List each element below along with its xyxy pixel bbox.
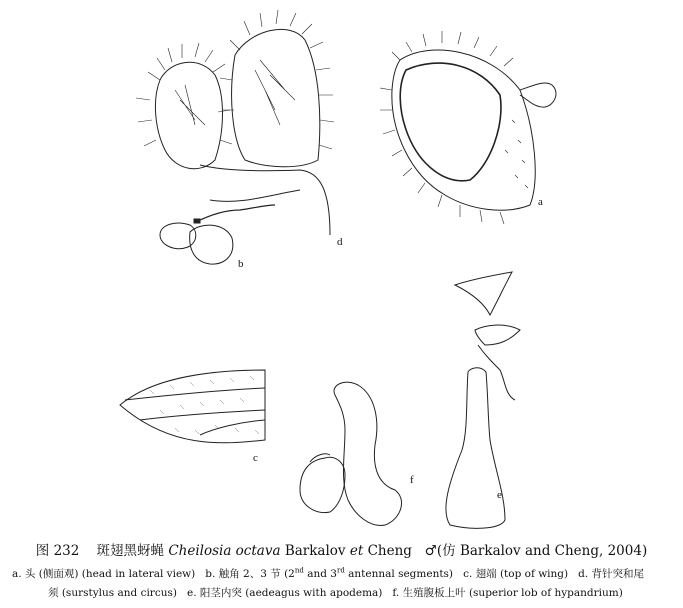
legend-c: c. 翅端 (top of wing) xyxy=(463,568,569,580)
authority-et: et xyxy=(349,543,364,559)
drawing-c-wing-tip xyxy=(120,370,265,443)
male-symbol: ♂ xyxy=(424,543,437,559)
legend-e: e. 阳茎内突 (aedeagus with apodema) xyxy=(186,587,383,599)
legend-b: b. 触角 2、3 节 (2nd and 3rd antennal segments) xyxy=(205,566,454,580)
scientific-name: Cheilosia octava xyxy=(168,543,281,559)
legend-d-line2: 须 (surstylus and circus) xyxy=(48,587,177,599)
chinese-species-name: 斑翅黑蚜蝇 xyxy=(96,543,165,559)
panel-label-f: f xyxy=(410,474,414,486)
figure-caption-title xyxy=(0,539,683,559)
authority-2: Cheng xyxy=(367,543,412,559)
panel-label-c: c xyxy=(253,452,258,464)
legend-a: a. 头 (侧面观) (head in lateral view) xyxy=(12,568,196,580)
figure-number: 图 232 xyxy=(35,543,80,559)
drawing-b-antennal-segments xyxy=(160,205,275,264)
drawing-f-hypandrium-lob xyxy=(300,382,402,525)
panel-label-b: b xyxy=(238,258,244,270)
legend-line-1 xyxy=(12,566,644,581)
figure-source: (仿 Barkalov and Cheng, 2004) xyxy=(436,543,648,559)
drawing-d-surstylus-circus xyxy=(136,10,334,235)
authority-1: Barkalov xyxy=(284,543,346,559)
drawing-a-head-lateral xyxy=(380,31,556,224)
legend-d-line1: d. 背针突和尾 xyxy=(578,568,645,580)
panel-label-d: d xyxy=(337,236,343,248)
panel-label-a: a xyxy=(538,196,543,208)
legend-f: f. 生殖腹板上叶 (superior lob of hypandrium) xyxy=(392,587,623,599)
legend-line-2 xyxy=(48,585,623,600)
drawing-e-aedeagus xyxy=(446,272,520,528)
panel-label-e: e xyxy=(497,489,502,501)
